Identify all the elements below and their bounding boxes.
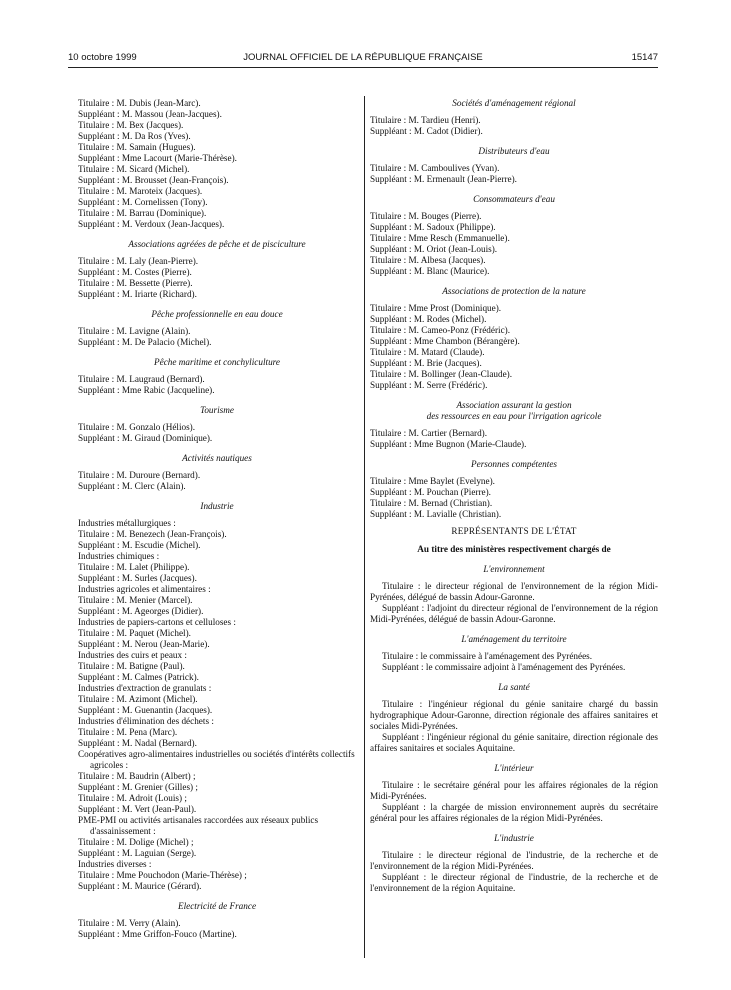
list-item: Titulaire : M. Sicard (Michel). [78, 164, 190, 174]
right-column [370, 98, 658, 894]
list-item: Suppléant : M. Iriarte (Richard). [78, 289, 197, 299]
list-item: Suppléant : M. Pouchan (Pierre). [370, 487, 491, 497]
list-item: Titulaire : M. Albesa (Jacques). [370, 255, 486, 265]
list-item: Suppléant : Mme Lacourt (Marie-Thérèse). [78, 153, 237, 163]
list-item: Suppléant : M. Giraud (Dominique). [78, 433, 213, 443]
section-heading: L'environnement [483, 564, 545, 574]
list-item: Titulaire : M. Bollinger (Jean-Claude). [370, 369, 513, 379]
paragraph: Titulaire : le directeur régional de l'environnement de la région Midi-Pyrénées, délégué de bassin Adour-Garonne. [370, 581, 658, 602]
list-item: Titulaire : Mme Pouchodon (Marie-Thérèse) ; [78, 870, 247, 880]
list-item: Suppléant : M. De Palacio (Michel). [78, 337, 212, 347]
list-item: Industries d'élimination des déchets : [78, 716, 214, 726]
section-heading: Associations agréées de pêche et de pisciculture [128, 239, 306, 249]
list-item: Suppléant : M. Ageorges (Didier). [78, 606, 204, 616]
list-item: Titulaire : M. Bernad (Christian). [370, 498, 493, 508]
paragraph: Suppléant : l'ingénieur régional du génie sanitaire, direction régionale des affaires sanitaires et sociales Aquitaine. [370, 732, 658, 753]
list [370, 780, 658, 824]
list-item: Titulaire : M. Dolige (Michel) ; [78, 837, 194, 847]
list [370, 115, 658, 137]
list-item: Industries diverses : [78, 859, 152, 869]
list [370, 581, 658, 625]
paragraph: Titulaire : le commissaire à l'aménagement des Pyrénées. [382, 651, 593, 661]
list-item: Titulaire : M. Benezech (Jean-François). [78, 529, 227, 539]
left-column [78, 98, 356, 940]
list-item: Industries chimiques : [78, 551, 160, 561]
list-item: Titulaire : M. Bex (Jacques). [78, 120, 184, 130]
list-item: Titulaire : M. Verry (Alain). [78, 918, 181, 928]
list-item: Suppléant : M. Cadot (Didier). [370, 126, 483, 136]
paragraph: Suppléant : la chargée de mission environnement auprès du secrétaire général pour les affaires régionales de la région Midi-Pyrénées. [370, 802, 658, 823]
list-item: Suppléant : M. Cornelissen (Tony). [78, 197, 208, 207]
list-item: Suppléant : M. Surles (Jacques). [78, 573, 197, 583]
list [78, 422, 356, 444]
section-heading: Pêche professionnelle en eau douce [151, 309, 283, 319]
list-item: Suppléant : M. Maurice (Gérard). [78, 881, 202, 891]
list-item: Suppléant : M. Blanc (Maurice). [370, 266, 490, 276]
list-item: Suppléant : M. Nadal (Bernard). [78, 738, 197, 748]
section-heading: Industrie [200, 501, 234, 511]
section-heading: Tourisme [200, 405, 234, 415]
paragraph: Suppléant : le commissaire adjoint à l'aménagement des Pyrénées. [382, 662, 626, 672]
section-heading-line-1: Association assurant la gestion [456, 400, 572, 410]
list-item: Suppléant : M. Escudie (Michel). [78, 540, 201, 550]
list-item: Titulaire : M. Azimont (Michel). [78, 694, 198, 704]
list-item: Titulaire : M. Paquet (Michel). [78, 628, 191, 638]
list-item: Titulaire : M. Lalet (Philippe). [78, 562, 190, 572]
list-item: Suppléant : M. Clerc (Alain). [78, 481, 186, 491]
list [78, 918, 356, 940]
section-heading-line-2: des ressources en eau pour l'irrigation agricole [426, 411, 602, 421]
section-heading: Electricité de France [177, 901, 257, 911]
list-item: Industries agricoles et alimentaires : [78, 584, 211, 594]
journal-title: JOURNAL OFFICIEL DE LA RÉPUBLIQUE FRANÇAISE [243, 52, 483, 63]
list-item: Suppléant : Mme Griffon-Fouco (Martine). [78, 929, 237, 939]
list-item: Suppléant : M. Da Ros (Yves). [78, 131, 191, 141]
list [370, 163, 658, 185]
list-item: Titulaire : M. Matard (Claude). [370, 347, 485, 357]
list-item: Titulaire : M. Cartier (Bernard). [370, 428, 488, 438]
list [370, 303, 658, 391]
list-item: Suppléant : Mme Chambon (Bérangère). [370, 336, 520, 346]
list [78, 374, 356, 396]
list [370, 651, 658, 673]
list-item: Suppléant : M. Costes (Pierre). [78, 267, 192, 277]
list-item: Titulaire : M. Adroit (Louis) ; [78, 793, 187, 803]
list-item: Suppléant : M. Sadoux (Philippe). [370, 222, 496, 232]
list-item: Suppléant : M. Serre (Frédéric). [370, 380, 488, 390]
list [370, 476, 658, 520]
list [78, 326, 356, 348]
section-heading: Personnes compétentes [471, 459, 557, 469]
list-item: Suppléant : M. Brousset (Jean-François). [78, 175, 229, 185]
list-item: Suppléant : M. Laguian (Serge). [78, 848, 197, 858]
list-item: Coopératives agro-alimentaires industrielles ou sociétés d'intérêts collectifs agricoles : [78, 749, 355, 770]
issue-date: 10 octobre 1999 [68, 52, 137, 63]
list-item: Titulaire : M. Bessette (Pierre). [78, 278, 193, 288]
list-item: Suppléant : M. Vert (Jean-Paul). [78, 804, 197, 814]
list-item: Suppléant : M. Nerou (Jean-Marie). [78, 639, 210, 649]
section-heading: Activités nautiques [182, 453, 252, 463]
list-item: Titulaire : M. Baudrin (Albert) ; [78, 771, 196, 781]
list-item: Titulaire : M. Batigne (Paul). [78, 661, 185, 671]
list-item: Titulaire : M. Bouges (Pierre). [370, 211, 482, 221]
list-item: Titulaire : M. Maroteix (Jacques). [78, 186, 203, 196]
list-item: Titulaire : M. Menier (Marcel). [78, 595, 193, 605]
list [370, 211, 658, 277]
list-item: Suppléant : Mme Bugnon (Marie-Claude). [370, 439, 527, 449]
paragraph: Titulaire : le directeur régional de l'industrie, de la recherche et de l'environnement de la région Midi-Pyrénées. [370, 850, 658, 871]
list [370, 699, 658, 754]
section-heading: L'industrie [494, 833, 534, 843]
list-item: Suppléant : M. Rodes (Michel). [370, 314, 487, 324]
paragraph: Titulaire : l'ingénieur régional du génie sanitaire chargé du bassin hydrographique Adour-Garonne, direction régionale des affaires sanitaires et sociales Midi-Pyrénées. [370, 699, 658, 731]
list-item: Suppléant : M. Oriot (Jean-Louis). [370, 244, 498, 254]
paragraph: Suppléant : l'adjoint du directeur régional de l'environnement de la région Midi-Pyrénées, délégué de bassin Adour-Garonne. [370, 603, 658, 624]
section-heading: Pêche maritime et conchyliculture [154, 357, 280, 367]
list-item: Suppléant : M. Brie (Jacques). [370, 358, 482, 368]
list [78, 470, 356, 492]
list-item: Titulaire : M. Laugraud (Bernard). [78, 374, 205, 384]
section-heading: Distributeurs d'eau [478, 146, 550, 156]
section-heading: Consommateurs d'eau [473, 194, 555, 204]
section-heading: Associations de protection de la nature [442, 286, 586, 296]
list-item: Titulaire : M. Laly (Jean-Pierre). [78, 256, 199, 266]
header-rule [68, 67, 658, 68]
list-item: Titulaire : M. Pena (Marc). [78, 727, 178, 737]
list-item: Titulaire : Mme Baylet (Evelyne). [370, 476, 495, 486]
list-item: Titulaire : M. Lavigne (Alain). [78, 326, 191, 336]
section-heading: La santé [498, 682, 530, 692]
list [78, 518, 356, 892]
list-item: Titulaire : M. Samain (Hugues). [78, 142, 196, 152]
list-item: Industries d'extraction de granulats : [78, 683, 212, 693]
page-number: 15147 [631, 52, 658, 63]
list-item: Titulaire : Mme Resch (Emmanuelle). [370, 233, 510, 243]
state-representatives-subtitle: Au titre des ministères respectivement chargés de [417, 544, 611, 554]
section-heading: Sociétés d'aménagement régional [452, 98, 576, 108]
state-representatives-title: REPRÉSENTANTS DE L'ÉTAT [451, 526, 577, 536]
list-item: Titulaire : M. Gonzalo (Hélios). [78, 422, 196, 432]
list-item: Industries de papiers-cartons et celluloses : [78, 617, 236, 627]
list [78, 256, 356, 300]
list-item: Titulaire : M. Barrau (Dominique). [78, 208, 207, 218]
list-item: Industries métallurgiques : [78, 518, 176, 528]
list-item: Suppléant : Mme Rabic (Jacqueline). [78, 385, 215, 395]
list-item: Suppléant : M. Ermenault (Jean-Pierre). [370, 174, 517, 184]
list-item: Titulaire : M. Dubis (Jean-Marc). [78, 98, 201, 108]
page-header [68, 52, 658, 66]
list-item: Titulaire : M. Duroure (Bernard). [78, 470, 201, 480]
list-item: Suppléant : M. Lavialle (Christian). [370, 509, 502, 519]
list-item: Titulaire : Mme Prost (Dominique). [370, 303, 502, 313]
paragraph: Titulaire : le secrétaire général pour les affaires régionales de la région Midi-Pyrénées. [370, 780, 658, 801]
list-item: Suppléant : M. Grenier (Gilles) ; [78, 782, 198, 792]
list-item: Titulaire : M. Tardieu (Henri). [370, 115, 481, 125]
list-item: Industries des cuirs et peaux : [78, 650, 187, 660]
list-item: Titulaire : M. Camboulives (Yvan). [370, 163, 500, 173]
section-heading: L'intérieur [494, 763, 534, 773]
list-item: Suppléant : M. Massou (Jean-Jacques). [78, 109, 222, 119]
column-divider [364, 96, 365, 958]
list-item: PME-PMI ou activités artisanales raccordées aux réseaux publics d'assainissement : [78, 815, 319, 836]
list-item: Suppléant : M. Guenantin (Jacques). [78, 705, 213, 715]
list [370, 428, 658, 450]
list-item: Suppléant : M. Calmes (Patrick). [78, 672, 199, 682]
list-item: Titulaire : M. Cameo-Ponz (Frédéric). [370, 325, 510, 335]
list-item: Suppléant : M. Verdoux (Jean-Jacques). [78, 219, 225, 229]
list [370, 850, 658, 894]
section-heading: L'aménagement du territoire [461, 634, 567, 644]
paragraph: Suppléant : le directeur régional de l'industrie, de la recherche et de l'environnement de la région Aquitaine. [370, 872, 658, 893]
list [78, 98, 356, 230]
